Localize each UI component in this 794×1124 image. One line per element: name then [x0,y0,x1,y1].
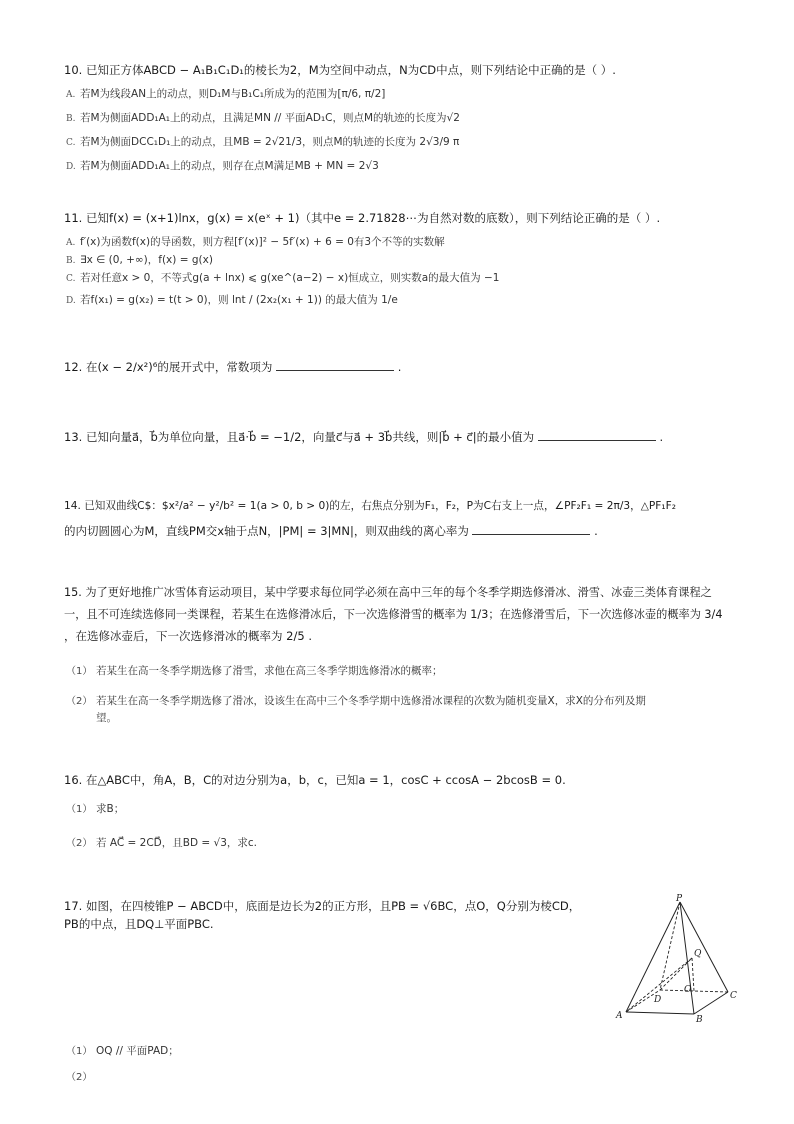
q15-sub-2: （2） 若某生在高一冬季学期选修了滑冰，设该生在高中三个冬季学期中选修滑冰课程的次数为随机变量X，求X的分布列及期 [66,695,646,707]
q15-line1: 15. 为了更好地推广冰雪体育运动项目，某中学要求每位同学必须在高中三年的每个冬季学期选修滑冰、滑雪、冰壶三类体育课程之 [64,586,712,599]
label-c: C [730,991,737,1001]
q15-line3: ，在选修冰壶后，下一次选修滑冰的概率为 2/5 . [64,629,312,643]
q16-sub-2: （2） 若 AC⃗ = 2CD⃗，且BD = √3，求c. [66,837,257,849]
q10-option-a: A. 若M为线段AN上的动点，则D₁M与B₁C₁所成为的范围为[π/6, π/2] [66,88,386,100]
q10-stem: 10. 已知正方体ABCD − A₁B₁C₁D₁的棱长为2，M为空间中动点，N为CD中点，则下列结论中正确的是（ ）. [64,63,616,77]
q15-sub-2-cont: 望。 [96,712,117,724]
q11-option-a: A. f′(x)为函数f(x)的导函数，则方程[f′(x)]² − 5f′(x) + 6 = 0有3个不等的实数解 [66,236,445,248]
q13-answer-blank[interactable] [538,428,656,441]
label-q: Q [694,949,702,959]
q10-option-c: C. 若M为侧面DCC₁D₁上的动点，且MB = 2√21/3，则点M的轨迹的长度为 2√3/9 π [66,136,460,148]
label-a: A [616,1011,623,1021]
q17-sub-2: （2） [66,1072,93,1083]
label-o: O [684,985,692,995]
q17-line2: PB的中点，且DQ⊥平面PBC. [64,917,214,931]
q17-sub-1: （1） OQ // 平面PAD； [66,1045,179,1057]
q16-sub-1: （1） 求B； [66,803,125,815]
edge-ab [626,1012,694,1014]
q13-stem: 13. 已知向量a⃗，b⃗为单位向量，且a⃗·b⃗ = −1/2，向量c⃗与a⃗ + 3b⃗共线，则|b⃗ + c⃗|的最小值为 . [64,430,664,444]
edge-pd [660,902,680,990]
edge-oq [692,958,694,991]
q17-line1: 17. 如图，在四棱锥P − ABCD中，底面是边长为2的正方形，且PB = √6BC，点O，Q分别为棱CD， [64,899,581,913]
q10-option-d: D. 若M为侧面ADD₁A₁上的动点，则存在点M满足MB + MN = 2√3 [66,160,379,172]
edge-pc [680,902,728,992]
q12-stem: 12. 在(x − 2/x²)⁶的展开式中，常数项为 . [64,360,402,374]
edge-pa [626,902,680,1012]
q11-option-c: C. 若对任意x > 0，不等式g(a + lnx) ⩽ g(xe^(a−2) − x)恒成立，则实数a的最大值为 −1 [66,272,500,284]
label-b: B [696,1015,703,1024]
q10-option-b: B. 若M为侧面ADD₁A₁上的动点，且满足MN // 平面AD₁C，则点M的轨迹的长度为√2 [66,112,460,124]
q11-option-b: B. ∃x ∈ (0, +∞)，f(x) = g(x) [66,254,213,266]
q14-line2: 的内切圆圆心为M，直线PM交x轴于点N，|PM| = 3|MN|，则双曲线的离心率为 . [64,524,598,538]
q12-answer-blank[interactable] [276,358,394,371]
pyramid-figure [612,892,742,1024]
q11-stem: 11. 已知f(x) = (x+1)lnx，g(x) = x(eˣ + 1)（其中e = 2.71828⋯为自然对数的底数），则下列结论正确的是（ ）. [64,211,661,225]
q15-sub-1: （1） 若某生在高一冬季学期选修了滑雪，求他在高三冬季学期选修滑冰的概率； [66,665,443,677]
q15-line2: 一，且不可连续选修同一类课程，若某生在选修滑冰后，下一次选修滑雪的概率为 1/3；在选修滑雪后，下一次选修冰壶的概率为 3/4 [64,608,723,621]
q11-option-d: D. 若f(x₁) = g(x₂) = t(t > 0)，则 lnt / (2x₂(x₁ + 1)) 的最大值为 1/e [66,294,398,306]
q14-answer-blank[interactable] [472,522,590,535]
edge-bc [694,992,728,1014]
label-d: D [654,995,662,1005]
q16-stem: 16. 在△ABC中，角A，B，C的对边分别为a，b，c，已知a = 1，cosC + ccosA − 2bcosB = 0. [64,773,566,787]
label-p: P [676,894,683,904]
q14-line1: 14. 已知双曲线C$：$x²/a² − y²/b² = 1(a > 0, b > 0)的左，右焦点分别为F₁，F₂，P为C右支上一点，∠PF₂F₁ = 2π/3，△PF₁F₂ [64,500,676,512]
